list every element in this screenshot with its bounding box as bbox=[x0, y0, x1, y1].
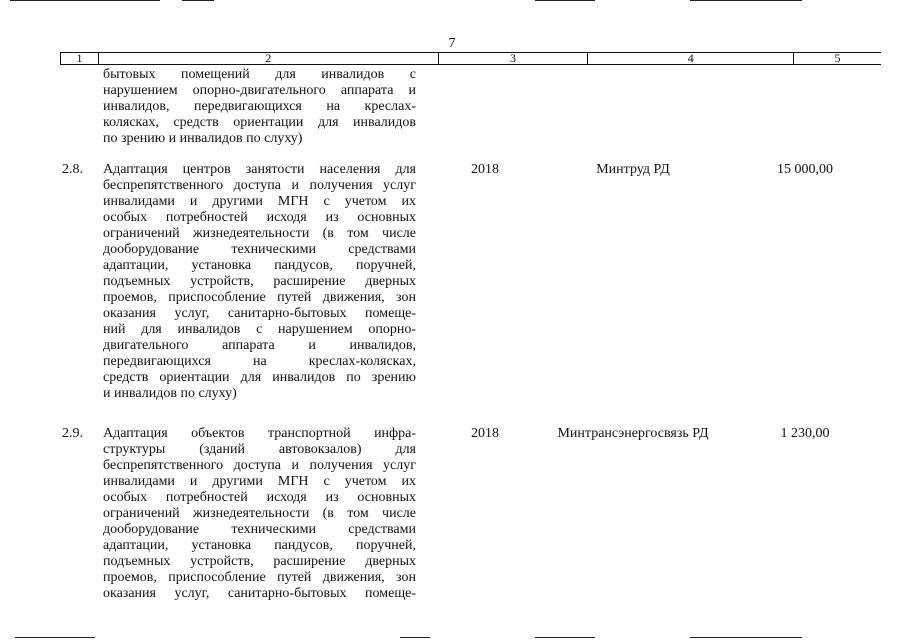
row-year: 2018 bbox=[471, 426, 499, 441]
scan-edge-top-right bbox=[690, 0, 802, 1]
page-number: 7 bbox=[448, 36, 456, 51]
text-line: адаптации, установка пандусов, поручней, bbox=[103, 258, 416, 273]
scan-edge-bottom-far bbox=[690, 637, 802, 638]
row-amount: 15 000,00 bbox=[777, 162, 833, 177]
text-line: особых потребностей исходя из основных bbox=[103, 210, 416, 225]
text-line: подъемных устройств, расширение дверных bbox=[103, 274, 416, 289]
text-line: ний для инвалидов с нарушением опорно- bbox=[103, 322, 416, 337]
header-col-3: 3 bbox=[439, 53, 589, 64]
scan-edge-top-mid bbox=[182, 0, 214, 1]
text-line: дооборудование техническими средствами bbox=[103, 522, 416, 537]
text-line: Адаптация объектов транспортной инфра- bbox=[103, 426, 416, 441]
table-header-row bbox=[60, 52, 881, 65]
text-line: структуры (зданий автовокзалов) для bbox=[103, 442, 416, 457]
text-line: колясках, средств ориентации для инвалидов bbox=[103, 115, 416, 130]
text-line: бытовых помещений для инвалидов с bbox=[103, 67, 416, 82]
row-executor: Минтрансэнергосвязь РД bbox=[557, 426, 709, 441]
scan-edge-top-center bbox=[535, 0, 595, 1]
text-line: адаптации, установка пандусов, поручней, bbox=[103, 538, 416, 553]
header-col-1: 1 bbox=[61, 53, 99, 64]
text-line: проемов, приспособление путей движения, зон bbox=[103, 290, 416, 305]
text-line: инвалидов, передвигающихся на креслах- bbox=[103, 99, 416, 114]
text-line: инвалидами и другими МГН с учетом их bbox=[103, 474, 416, 489]
header-col-5: 5 bbox=[834, 51, 841, 65]
row-description bbox=[103, 162, 416, 402]
text-line: нарушением опорно-двигательного аппарата и bbox=[103, 83, 416, 98]
scan-edge-top-left bbox=[10, 0, 160, 1]
row-amount: 1 230,00 bbox=[780, 426, 830, 441]
text-line: оказания услуг, санитарно-бытовых помеще- bbox=[103, 306, 416, 321]
scan-edge-bottom-right bbox=[535, 637, 595, 638]
text-line: беспрепятственного доступа и получения услуг bbox=[103, 178, 416, 193]
row-description bbox=[103, 426, 416, 602]
text-line: ограничений жизнедеятельности (в том числе bbox=[103, 226, 416, 241]
text-line: инвалидами и другими МГН с учетом их bbox=[103, 194, 416, 209]
row-number: 2.8. bbox=[62, 162, 83, 177]
text-line: и инвалидов по слуху) bbox=[103, 386, 237, 401]
text-line: беспрепятственного доступа и получения услуг bbox=[103, 458, 416, 473]
header-col-2: 2 bbox=[99, 53, 439, 64]
text-line: особых потребностей исходя из основных bbox=[103, 490, 416, 505]
text-line: передвигающихся на креслах-колясках, bbox=[103, 354, 416, 369]
text-line: по зрению и инвалидов по слуху) bbox=[103, 131, 303, 146]
text-line: оказания услуг, санитарно-бытовых помеще- bbox=[103, 586, 416, 601]
scan-edge-bottom-mid bbox=[400, 637, 430, 638]
text-line: ограничений жизнедеятельности (в том числе bbox=[103, 506, 416, 521]
row-year: 2018 bbox=[471, 162, 499, 177]
text-line: средств ориентации для инвалидов по зрению bbox=[103, 370, 416, 385]
text-line: подъемных устройств, расширение дверных bbox=[103, 554, 416, 569]
continuation-text bbox=[103, 67, 416, 147]
text-line: дооборудование техническими средствами bbox=[103, 242, 416, 257]
scan-edge-bottom-left bbox=[15, 637, 95, 638]
header-col-4: 4 bbox=[588, 53, 794, 64]
row-executor: Минтруд РД bbox=[596, 162, 670, 177]
text-line: Адаптация центров занятости населения для bbox=[103, 162, 416, 177]
text-line: проемов, приспособление путей движения, зон bbox=[103, 570, 416, 585]
row-number: 2.9. bbox=[62, 426, 83, 441]
text-line: двигательного аппарата и инвалидов, bbox=[103, 338, 416, 353]
